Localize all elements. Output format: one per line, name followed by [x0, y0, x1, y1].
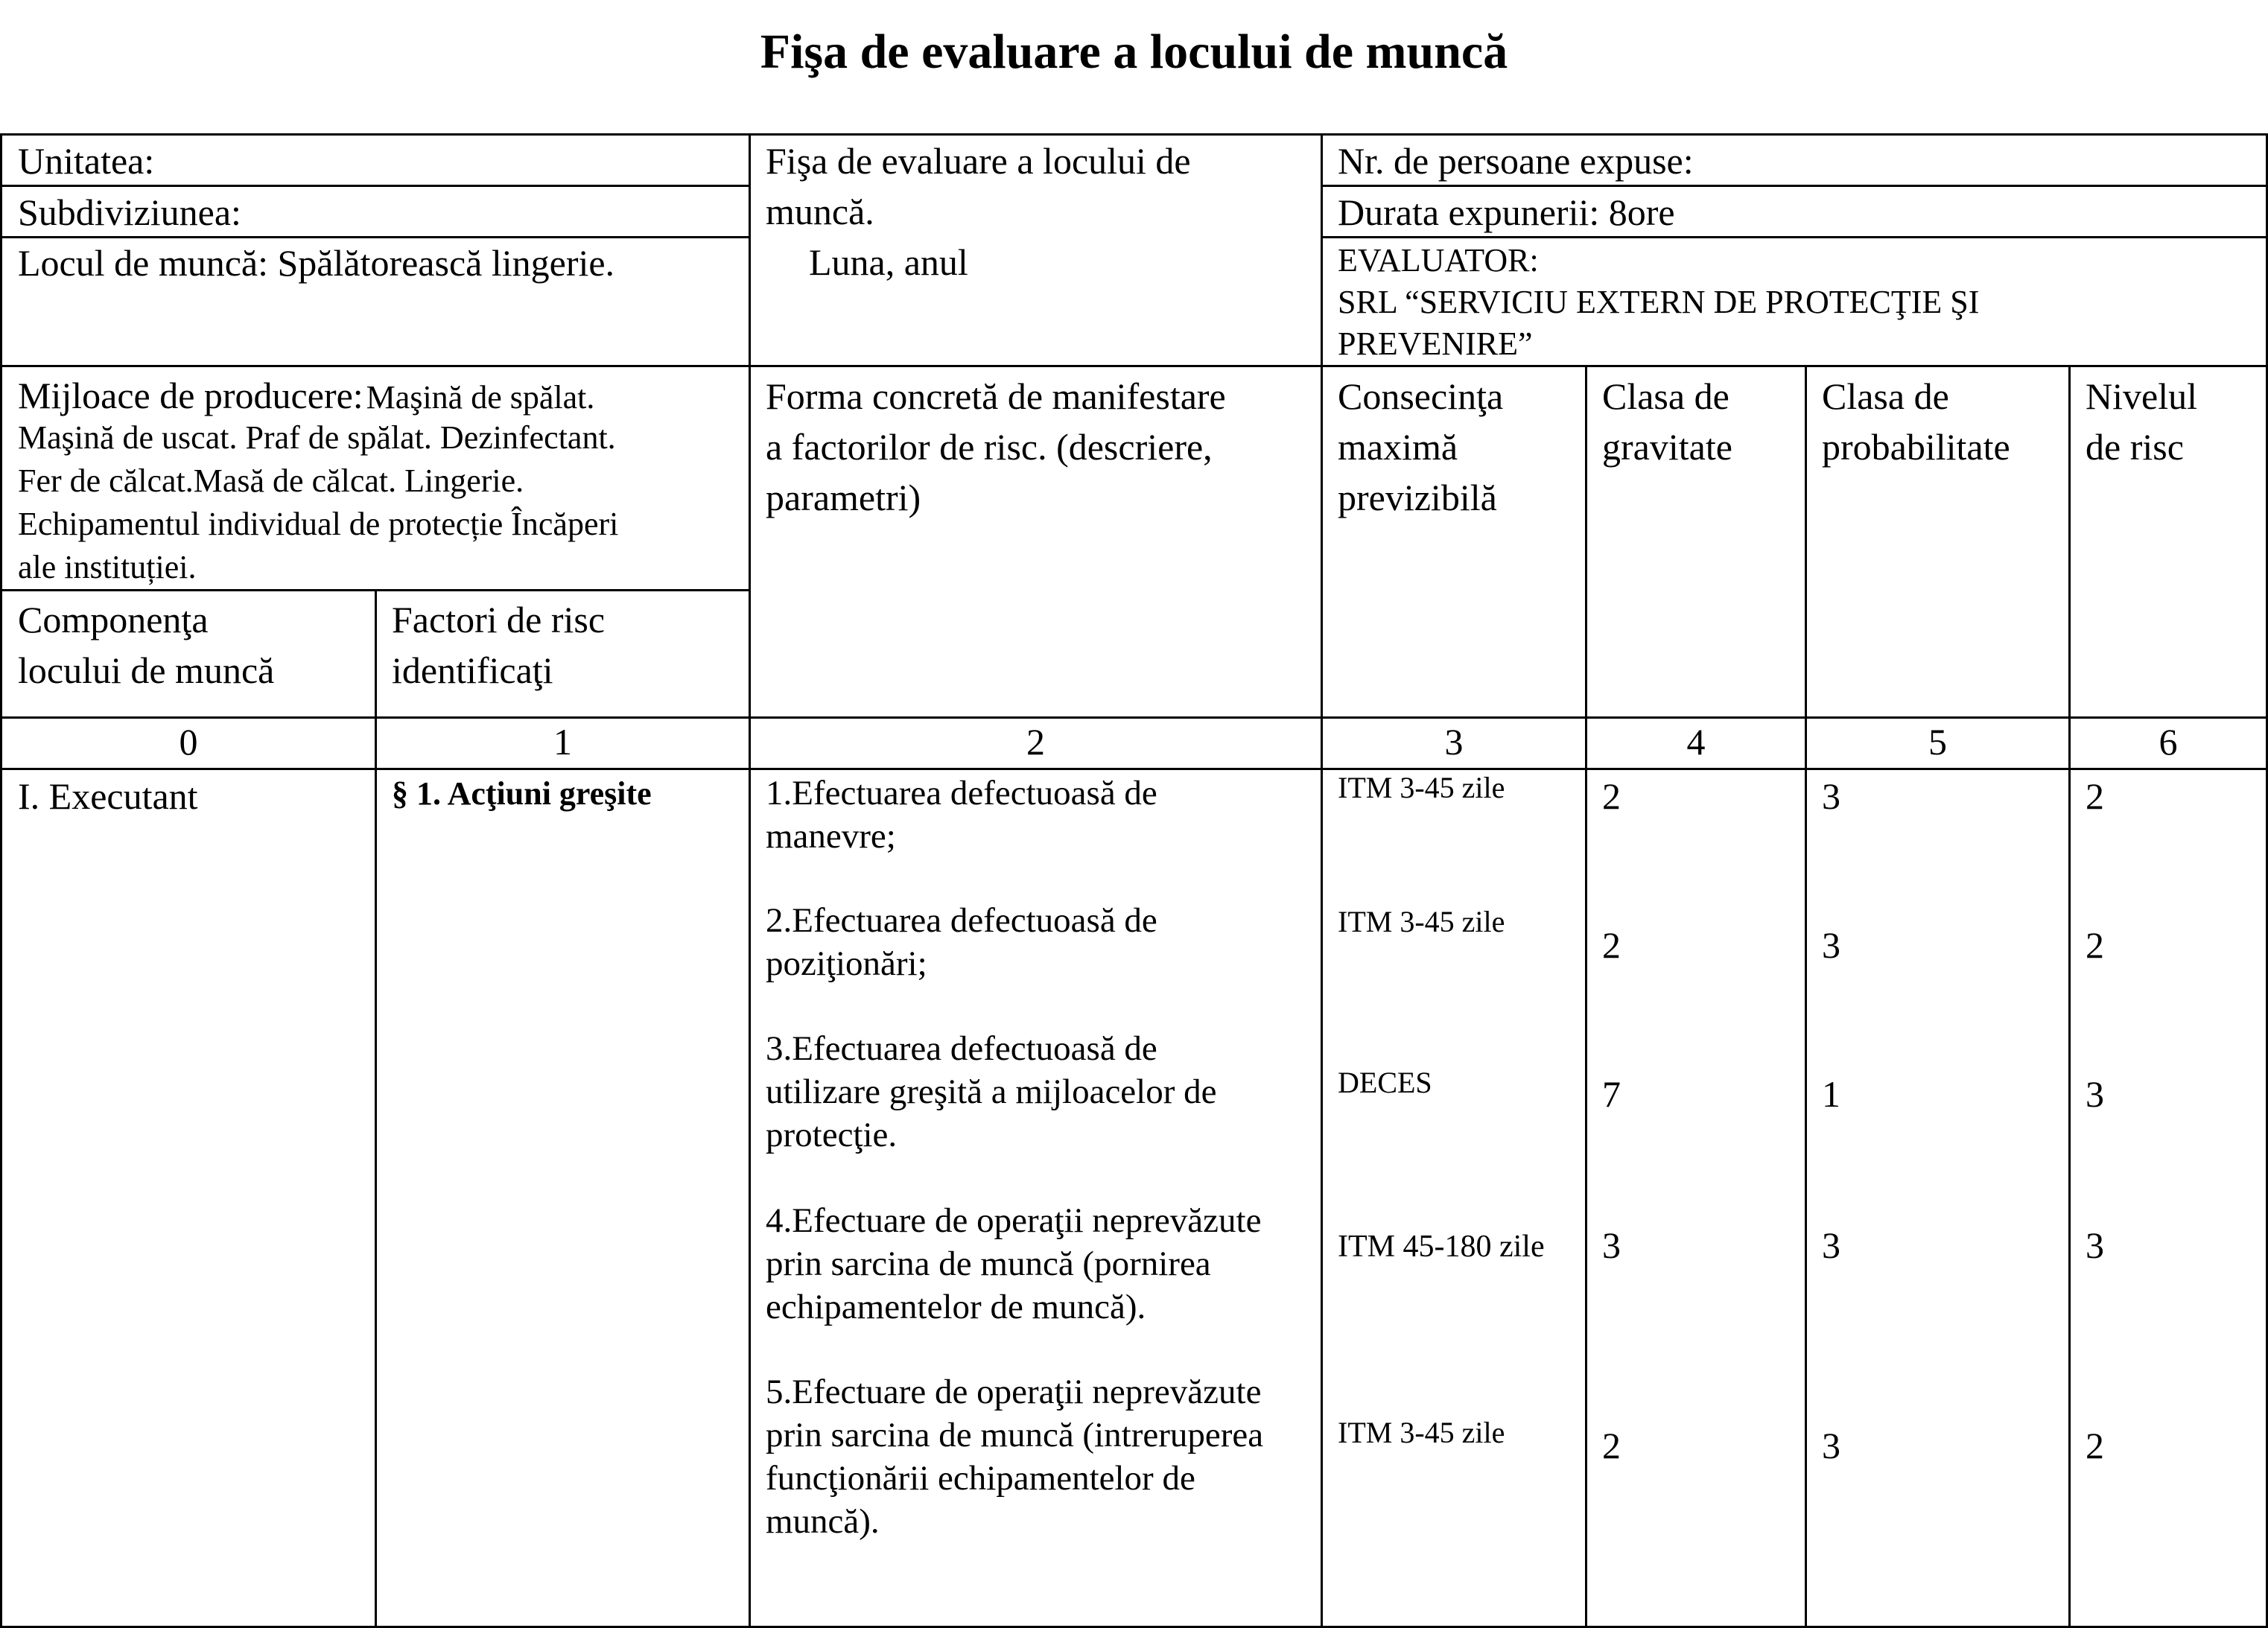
evaluator-name-line1: SRL “SERVICIU EXTERN DE PROTECŢIE ŞI — [1338, 284, 1980, 320]
risk-description: 5.Efectuare de operaţii neprevăzute prin sarcina de muncă (intreruperea funcţionării echipamentelor de muncă). — [766, 1373, 1264, 1541]
mijloace-text: Maşină de spălat. — [366, 379, 595, 416]
gravitate-value: 3 — [1602, 1224, 1621, 1266]
mijloace-line4: Echipamentul individual de protecție Încăperi — [18, 506, 619, 542]
mijloace-line5: ale instituției. — [18, 549, 197, 585]
factor-actiuni-gresite: § 1. Acţiuni greşite — [392, 775, 652, 812]
probabilitate-value: 1 — [1822, 1073, 1840, 1115]
mijloace-line3: Fer de călcat.Masă de călcat. Lingerie. — [18, 462, 524, 499]
locul-de-munca-field: Locul de muncă: Spălătorească lingerie. — [18, 242, 615, 284]
risk-description: 3.Efectuarea defectuoasă de utilizare greşită a mijloacelor de protecţie. — [766, 1029, 1217, 1154]
subdiviziunea-field: Subdiviziunea: — [18, 191, 241, 233]
nivel-value: 3 — [2086, 1224, 2104, 1266]
risk-description: 2.Efectuarea defectuoasă de poziţionări; — [766, 901, 1157, 983]
column-number: 2 — [1026, 721, 1045, 763]
probabilitate-value: 3 — [1822, 1425, 1840, 1466]
evaluator-name-line2: PREVENIRE” — [1338, 325, 1533, 362]
gravitate-value: 2 — [1602, 775, 1621, 817]
component-executant: I. Executant — [18, 775, 198, 817]
gravitate-value: 2 — [1602, 1425, 1621, 1466]
grid-line — [2068, 365, 2071, 1628]
grid-line — [1321, 185, 2268, 187]
evaluator-label: EVALUATOR: — [1338, 242, 1539, 279]
grid-line — [1805, 365, 1807, 1628]
column-number: 0 — [179, 721, 198, 763]
column-number: 1 — [553, 721, 572, 763]
document-title: Fişa de evaluare a locului de muncă — [760, 25, 1508, 79]
column-number: 3 — [1444, 721, 1464, 763]
column-header-componenta: Componenţa locului de muncă — [18, 599, 275, 691]
fisa-label-line1: Fişa de evaluare a locului de — [766, 140, 1191, 182]
grid-line — [1585, 365, 1587, 1628]
consecinta-value: ITM 45-180 zile — [1338, 1230, 1545, 1264]
column-header-consecinta: Consecinţa maximă previzibilă — [1338, 375, 1504, 518]
grid-line — [0, 133, 2, 1628]
probabilitate-value: 3 — [1822, 775, 1840, 817]
risk-description: 1.Efectuarea defectuoasă de manevre; — [766, 774, 1157, 856]
probabilitate-value: 3 — [1822, 924, 1840, 966]
grid-line — [1321, 133, 1323, 1628]
nivel-value: 2 — [2086, 775, 2104, 817]
column-header-factori: Factori de risc identificaţi — [392, 599, 606, 691]
consecinta-value: ITM 3-45 zile — [1338, 771, 1505, 804]
grid-line — [0, 716, 2268, 719]
grid-line — [0, 133, 2268, 136]
column-header-gravitate: Clasa de gravitate — [1602, 375, 1732, 468]
mijloace-line2: Maşină de uscat. Praf de spălat. Dezinfectant. — [18, 419, 616, 456]
column-header-forma: Forma concretă de manifestare a factorilor de risc. (descriere, parametri) — [766, 375, 1226, 518]
column-header-probabilitate: Clasa de probabilitate — [1822, 375, 2010, 468]
nivel-value: 2 — [2086, 1425, 2104, 1466]
gravitate-value: 7 — [1602, 1073, 1621, 1115]
grid-line — [749, 133, 751, 1628]
nivel-value: 3 — [2086, 1073, 2104, 1115]
persoane-expuse-field: Nr. de persoane expuse: — [1338, 140, 1694, 182]
column-number: 4 — [1686, 721, 1706, 763]
unitatea-field: Unitatea: — [18, 140, 155, 182]
probabilitate-value: 3 — [1822, 1224, 1840, 1266]
luna-anul-field: Luna, anul — [809, 241, 968, 283]
consecinta-value: DECES — [1338, 1066, 1432, 1099]
grid-line — [0, 768, 2268, 770]
grid-line — [0, 236, 751, 238]
consecinta-value: ITM 3-45 zile — [1338, 1416, 1505, 1449]
nivel-value: 2 — [2086, 924, 2104, 966]
fisa-label-line2: muncă. — [766, 191, 874, 232]
grid-line — [0, 185, 751, 187]
grid-line — [1321, 236, 2268, 238]
gravitate-value: 2 — [1602, 924, 1621, 966]
grid-line — [0, 365, 2268, 367]
column-number: 5 — [1928, 721, 1947, 763]
column-header-nivel: Nivelul de risc — [2086, 375, 2197, 468]
column-number: 6 — [2159, 721, 2178, 763]
durata-expunerii-field: Durata expunerii: 8ore — [1338, 191, 1675, 233]
mijloace-label: Mijloace de producere: — [18, 375, 363, 416]
consecinta-value: ITM 3-45 zile — [1338, 905, 1505, 938]
risk-description: 4.Efectuare de operaţii neprevăzute prin sarcina de muncă (pornirea echipamentelor de muncă). — [766, 1201, 1262, 1326]
